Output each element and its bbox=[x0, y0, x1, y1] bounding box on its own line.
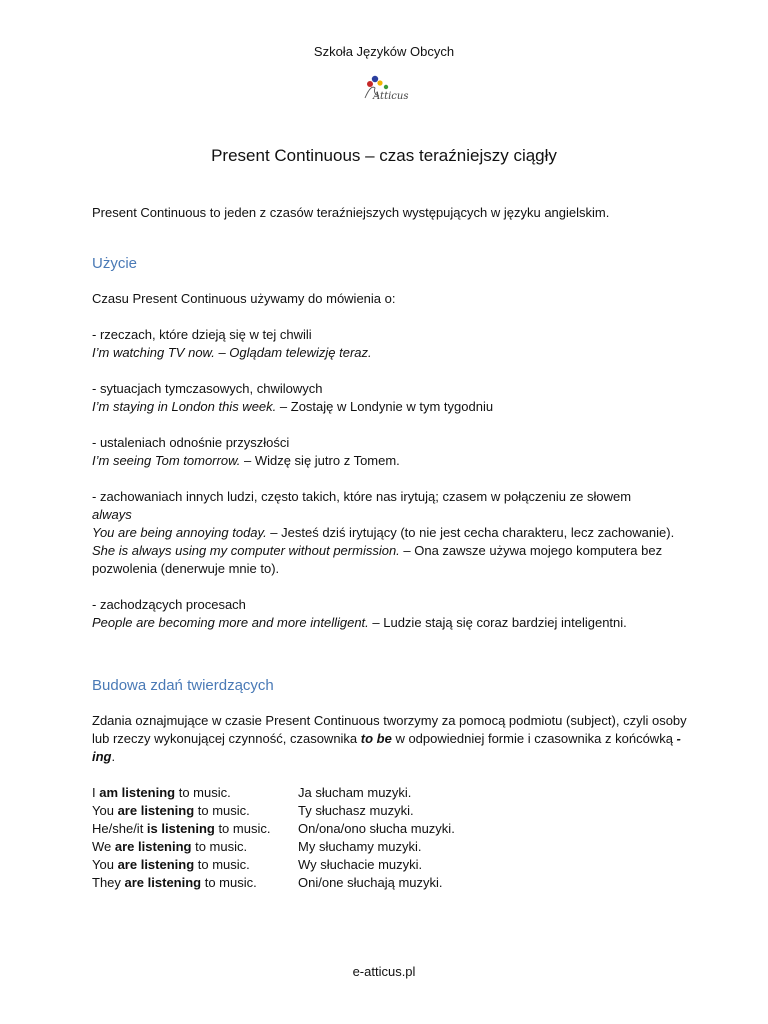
usage-item-label: - rzeczach, które dzieją się w tej chwili bbox=[92, 327, 312, 342]
usage-item-example bbox=[92, 344, 692, 362]
usage-item-example bbox=[92, 452, 692, 470]
structure-description: Zdania oznajmujące w czasie Present Continuous tworzymy za pomocą podmiotu (subject), czyli osoby lub rzeczy wykonującej czynność, czasownika to be w odpowiedniej formie i czasownika z końcówką -ing. bbox=[92, 713, 687, 764]
usage-item-example bbox=[92, 542, 692, 578]
table-row-pl: Ty słuchasz muzyki. bbox=[298, 803, 414, 818]
table-row-pl: Ja słucham muzyki. bbox=[298, 785, 412, 800]
example-pl: Zostaję w Londynie w tym tygodniu bbox=[290, 399, 494, 414]
example-en: I’m seeing Tom tomorrow. bbox=[92, 453, 241, 468]
usage-item-example bbox=[92, 524, 692, 542]
intro-paragraph: Present Continuous to jeden z czasów teraźniejszych występujących w języku angielskim. bbox=[92, 205, 610, 220]
usage-item-label: - ustaleniach odnośnie przyszłości bbox=[92, 435, 290, 450]
table-row-pl: Wy słuchacie muzyki. bbox=[298, 857, 423, 872]
example-pl: – Ludzie stają się coraz bardziej inteligentni. bbox=[368, 615, 627, 630]
example-pl: Widzę się jutro z Tomem. bbox=[254, 453, 400, 468]
table-row-en: You are listening to music. bbox=[92, 857, 250, 872]
example-separator: – bbox=[214, 345, 230, 360]
example-en: She is always using my computer without permission. bbox=[92, 543, 400, 558]
table-row-en: I am listening to music. bbox=[92, 785, 231, 800]
example-pl: – Jesteś dziś irytujący (to nie jest cecha charakteru, lecz zachowanie). bbox=[266, 525, 675, 540]
table-row-pl: On/ona/ono słucha muzyki. bbox=[298, 821, 455, 836]
example-separator: – bbox=[240, 453, 255, 468]
keyword-always: always bbox=[92, 507, 132, 522]
table-row-en: They are listening to music. bbox=[92, 875, 257, 890]
svg-text:Atticus: Atticus bbox=[373, 91, 409, 102]
school-name: Szkoła Języków Obcych bbox=[313, 44, 455, 59]
conjugation-table bbox=[92, 784, 692, 892]
table-row-pl: Oni/one słuchają muzyki. bbox=[298, 875, 443, 890]
page-title: Present Continuous – czas teraźniejszy ciągły bbox=[211, 146, 557, 165]
example-separator: – bbox=[276, 399, 291, 414]
document-body bbox=[92, 204, 692, 892]
keyword-ing: -ing bbox=[92, 731, 681, 764]
usage-item-example bbox=[92, 398, 692, 416]
atticus-logo-icon bbox=[359, 74, 415, 104]
usage-item-example bbox=[92, 614, 692, 632]
usage-item-label: - sytuacjach tymczasowych, chwilowych bbox=[92, 381, 323, 396]
section-heading-usage: Użycie bbox=[92, 255, 138, 272]
table-row-en: We are listening to music. bbox=[92, 839, 248, 854]
table-row-pl: My słuchamy muzyki. bbox=[298, 839, 422, 854]
example-en: People are becoming more and more intelligent. bbox=[92, 615, 369, 630]
usage-item-label: - zachowaniach innych ludzi, często takich, które nas irytują; czasem w połączeniu ze słowem bbox=[92, 489, 632, 504]
table-row-en: You are listening to music. bbox=[92, 803, 250, 818]
usage-lead: Czasu Present Continuous używamy do mówienia o: bbox=[92, 291, 396, 306]
usage-item-label: - zachodzących procesach bbox=[92, 597, 246, 612]
usage-item-label-word bbox=[92, 506, 692, 524]
example-en: I’m watching TV now. bbox=[92, 345, 215, 360]
example-pl: – Ona zawsze używa mojego komputera bez pozwolenia (denerwuje mnie to). bbox=[92, 543, 663, 576]
table-row-en: He/she/it is listening to music. bbox=[92, 821, 271, 836]
section-heading-structure: Budowa zdań twierdzących bbox=[92, 677, 274, 694]
keyword-to-be: to be bbox=[360, 731, 392, 746]
example-pl: Oglądam telewizję teraz. bbox=[229, 345, 372, 360]
footer-url: e-atticus.pl bbox=[352, 964, 416, 979]
example-en: You are being annoying today. bbox=[92, 525, 267, 540]
example-en: I’m staying in London this week. bbox=[92, 399, 277, 414]
